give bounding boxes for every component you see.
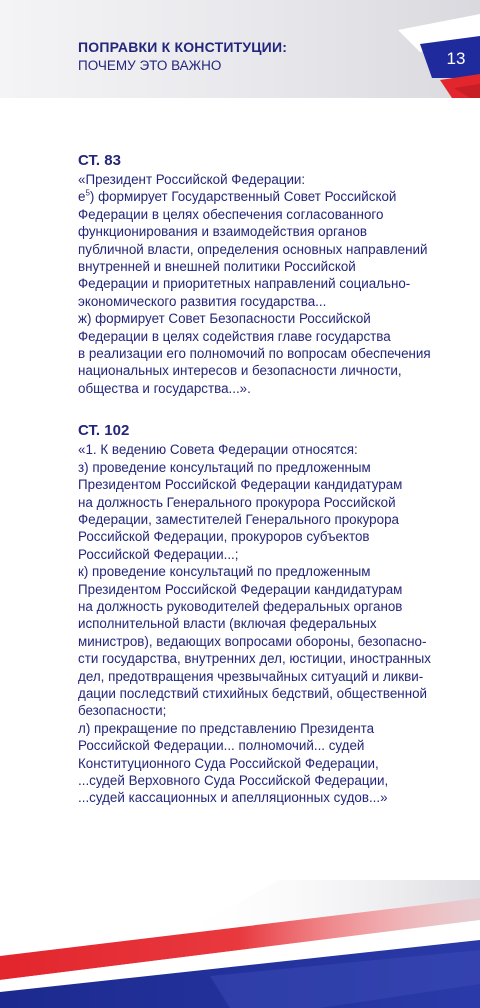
main-content — [78, 151, 438, 831]
article-line: Президентом Российской Федерации кандидатурам — [78, 477, 403, 493]
article-line: публичной власти, определения основных направлений — [78, 241, 428, 257]
article-line: Федерации в целях содействия главе государства — [78, 328, 391, 344]
article-line: сти государства, внутренних дел, юстиции, иностранных — [78, 651, 431, 667]
line-e-rest: ) формирует Государственный Совет Российской — [89, 189, 397, 205]
article-line: з) проведение консультаций по предложенным — [78, 459, 371, 475]
article-line: ж) формирует Совет Безопасности Российской — [78, 311, 371, 327]
article-line: л) прекращение по представлению Президента — [78, 720, 375, 736]
article-line: Российской Федерации...; — [78, 546, 239, 562]
header-subtitle: ПОЧЕМУ ЭТО ВАЖНО — [78, 58, 222, 73]
header-title: ПОПРАВКИ К КОНСТИТУЦИИ: — [78, 39, 288, 55]
page-header — [0, 0, 480, 98]
letter-e: е — [78, 189, 86, 205]
article-line: «1. К ведению Совета Федерации относятся: — [78, 442, 358, 458]
article-line: внутренней и внешней политики Российской — [78, 259, 356, 275]
article-line: министров), ведающих вопросами обороны, безопасно- — [78, 633, 427, 649]
article-line: Президентом Российской Федерации кандидатурам — [78, 581, 403, 597]
footer-flag-swoosh — [0, 880, 480, 1008]
article-line: ...судей кассационных и апелляционных судов...» — [78, 790, 388, 806]
article-line: Федерации, заместителей Генерального прокурора — [78, 511, 399, 527]
article-line: Российской Федерации, прокуроров субъектов — [78, 529, 370, 545]
article-line: национальных интересов и безопасности личности, — [78, 363, 402, 379]
article-line: дел, предотвращения чрезвычайных ситуаций и ликви- — [78, 668, 424, 684]
article-title: СТ. 83 — [78, 152, 121, 169]
article-line: безопасности; — [78, 703, 167, 719]
article-line: Российской Федерации... полномочий... судей — [78, 738, 365, 754]
flag-ribbon-graphic — [0, 0, 480, 98]
article-line: дации последствий стихийных бедствий, общественной — [78, 685, 428, 701]
article-line: экономического развития государства... — [78, 293, 327, 309]
article-line: функционирования и взаимодействия органов — [78, 224, 368, 240]
article-line: Конституционного Суда Российской Федерации, — [78, 755, 379, 771]
article-line: к) проведение консультаций по предложенным — [78, 564, 371, 580]
article-line: общества и государства...». — [78, 380, 251, 396]
article-line: «Президент Российской Федерации: — [78, 172, 306, 187]
article-line: Федерации и приоритетных направлений социально- — [78, 276, 411, 292]
article-102 — [78, 421, 438, 807]
article-line: на должность Генерального прокурора Российской — [78, 494, 396, 510]
article-line: ...судей Верховного Суда Российской Федерации, — [78, 773, 389, 788]
superscript-5: 5 — [85, 188, 90, 198]
article-title: СТ. 102 — [78, 422, 130, 440]
article-line: в реализации его полномочий по вопросам обеспечения — [78, 346, 431, 362]
article-line: на должность руководителей федеральных органов — [78, 598, 403, 614]
article-line: исполнительной власти (включая федеральных — [78, 616, 377, 632]
article-line: Федерации в целях обеспечения согласованного — [78, 206, 384, 222]
page-number: 13 — [446, 49, 466, 68]
article-line-e — [78, 188, 438, 205]
article-83 — [78, 151, 438, 397]
